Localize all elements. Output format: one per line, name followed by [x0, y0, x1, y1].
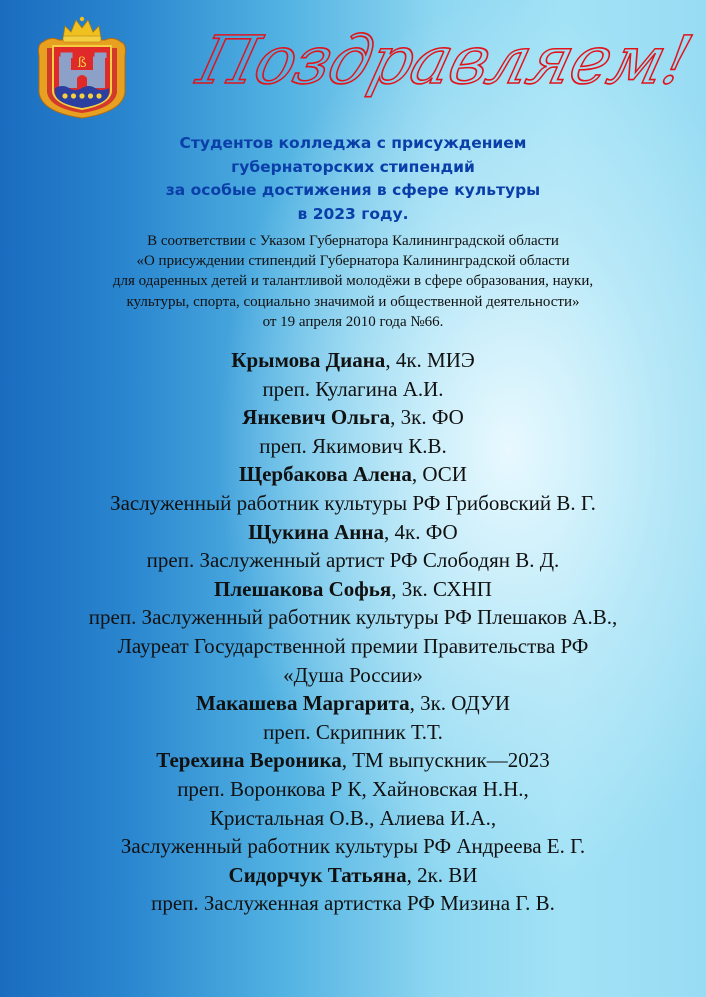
awardee-teacher: преп. Якимович К.В.: [259, 433, 447, 458]
awardee-info: , 3к. ФО: [390, 405, 464, 430]
subheading-line: губернаторских стипендий: [231, 157, 475, 176]
decree-line: от 19 апреля 2010 года №66.: [262, 313, 444, 330]
awardee-name: Янкевич Ольга: [242, 405, 391, 430]
decree-line: культуры, спорта, социально значимой и общественной деятельности»: [126, 293, 580, 310]
awardee-name: Сидорчук Татьяна: [228, 862, 407, 887]
scholarship-subheading: [0, 132, 706, 226]
awardee-teacher: преп. Воронкова Р К, Хайновская Н.Н.,: [177, 776, 529, 801]
awardee-name-row: [0, 346, 706, 375]
awardee-teacher: Кристальная О.В., Алиева И.А.,: [209, 805, 497, 830]
awardee-name: Терехина Вероника: [156, 748, 342, 773]
awardee-name-row: [0, 575, 706, 604]
awardee-name: Щукина Анна: [248, 519, 384, 544]
awardee-name-row: [0, 403, 706, 432]
subheading-line: Студентов колледжа с присуждением: [179, 134, 527, 152]
awardee-name: Плешакова Софья: [214, 576, 392, 601]
decree-reference: [0, 231, 706, 332]
subheading-line: за особые достижения в сфере культуры: [165, 181, 541, 199]
awardee-teacher: преп. Заслуженная артистка РФ Мизина Г. В.: [151, 891, 555, 916]
awardee-teacher: Лауреат Государственной премии Правительства РФ: [117, 633, 589, 658]
decree-line: В соответствии с Указом Губернатора Калининградской области: [147, 233, 559, 249]
awardee-teacher: преп. Заслуженный работник культуры РФ Плешаков А.В.,: [88, 605, 618, 630]
awardee-info: , 4к. ФО: [384, 519, 458, 544]
awardee-teacher: Заслуженный работник культуры РФ Грибовский В. Г.: [110, 490, 596, 515]
awardee-teacher: преп. Кулагина А.И.: [262, 376, 444, 401]
decree-line: «О присуждении стипендий Губернатора Калининградской области: [136, 253, 570, 270]
awardee-name-row: [0, 861, 706, 890]
awardee-teacher: «Душа России»: [283, 662, 423, 687]
awardee-info: , ОСИ: [411, 462, 467, 487]
awardee-name: Крымова Диана: [231, 348, 386, 372]
awardee-list: [0, 346, 706, 918]
coat-of-arms-icon: [33, 12, 131, 120]
decree-line: для одаренных детей и талантливой молодёжи в сфере образования, науки,: [112, 273, 594, 290]
awardee-teacher: преп. Заслуженный артист РФ Слободян В. Д.: [146, 548, 560, 573]
awardee-info: , ТМ выпускник—2023: [341, 748, 550, 773]
awardee-name: Макашева Маргарита: [195, 691, 410, 716]
awardee-name-row: [0, 746, 706, 775]
awardee-name-row: [0, 460, 706, 489]
awardee-info: , 3к. СХНП: [391, 576, 492, 601]
svg-text:ß: ß: [77, 55, 87, 71]
awardee-teacher: преп. Скрипник Т.Т.: [263, 719, 443, 744]
congratulations-heading: Поздравляем!: [190, 22, 699, 99]
awardee-info: , 3к. ОДУИ: [409, 691, 511, 716]
awardee-info: , 2к. ВИ: [406, 862, 478, 887]
awardee-name-row: [0, 689, 706, 718]
subheading-line: в 2023 году.: [297, 204, 409, 223]
awardee-teacher: Заслуженный работник культуры РФ Андреева Е. Г.: [120, 834, 586, 859]
awardee-name: Щербакова Алена: [239, 462, 412, 487]
awardee-name-row: [0, 518, 706, 547]
awardee-info: , 4к. МИЭ: [385, 348, 475, 372]
